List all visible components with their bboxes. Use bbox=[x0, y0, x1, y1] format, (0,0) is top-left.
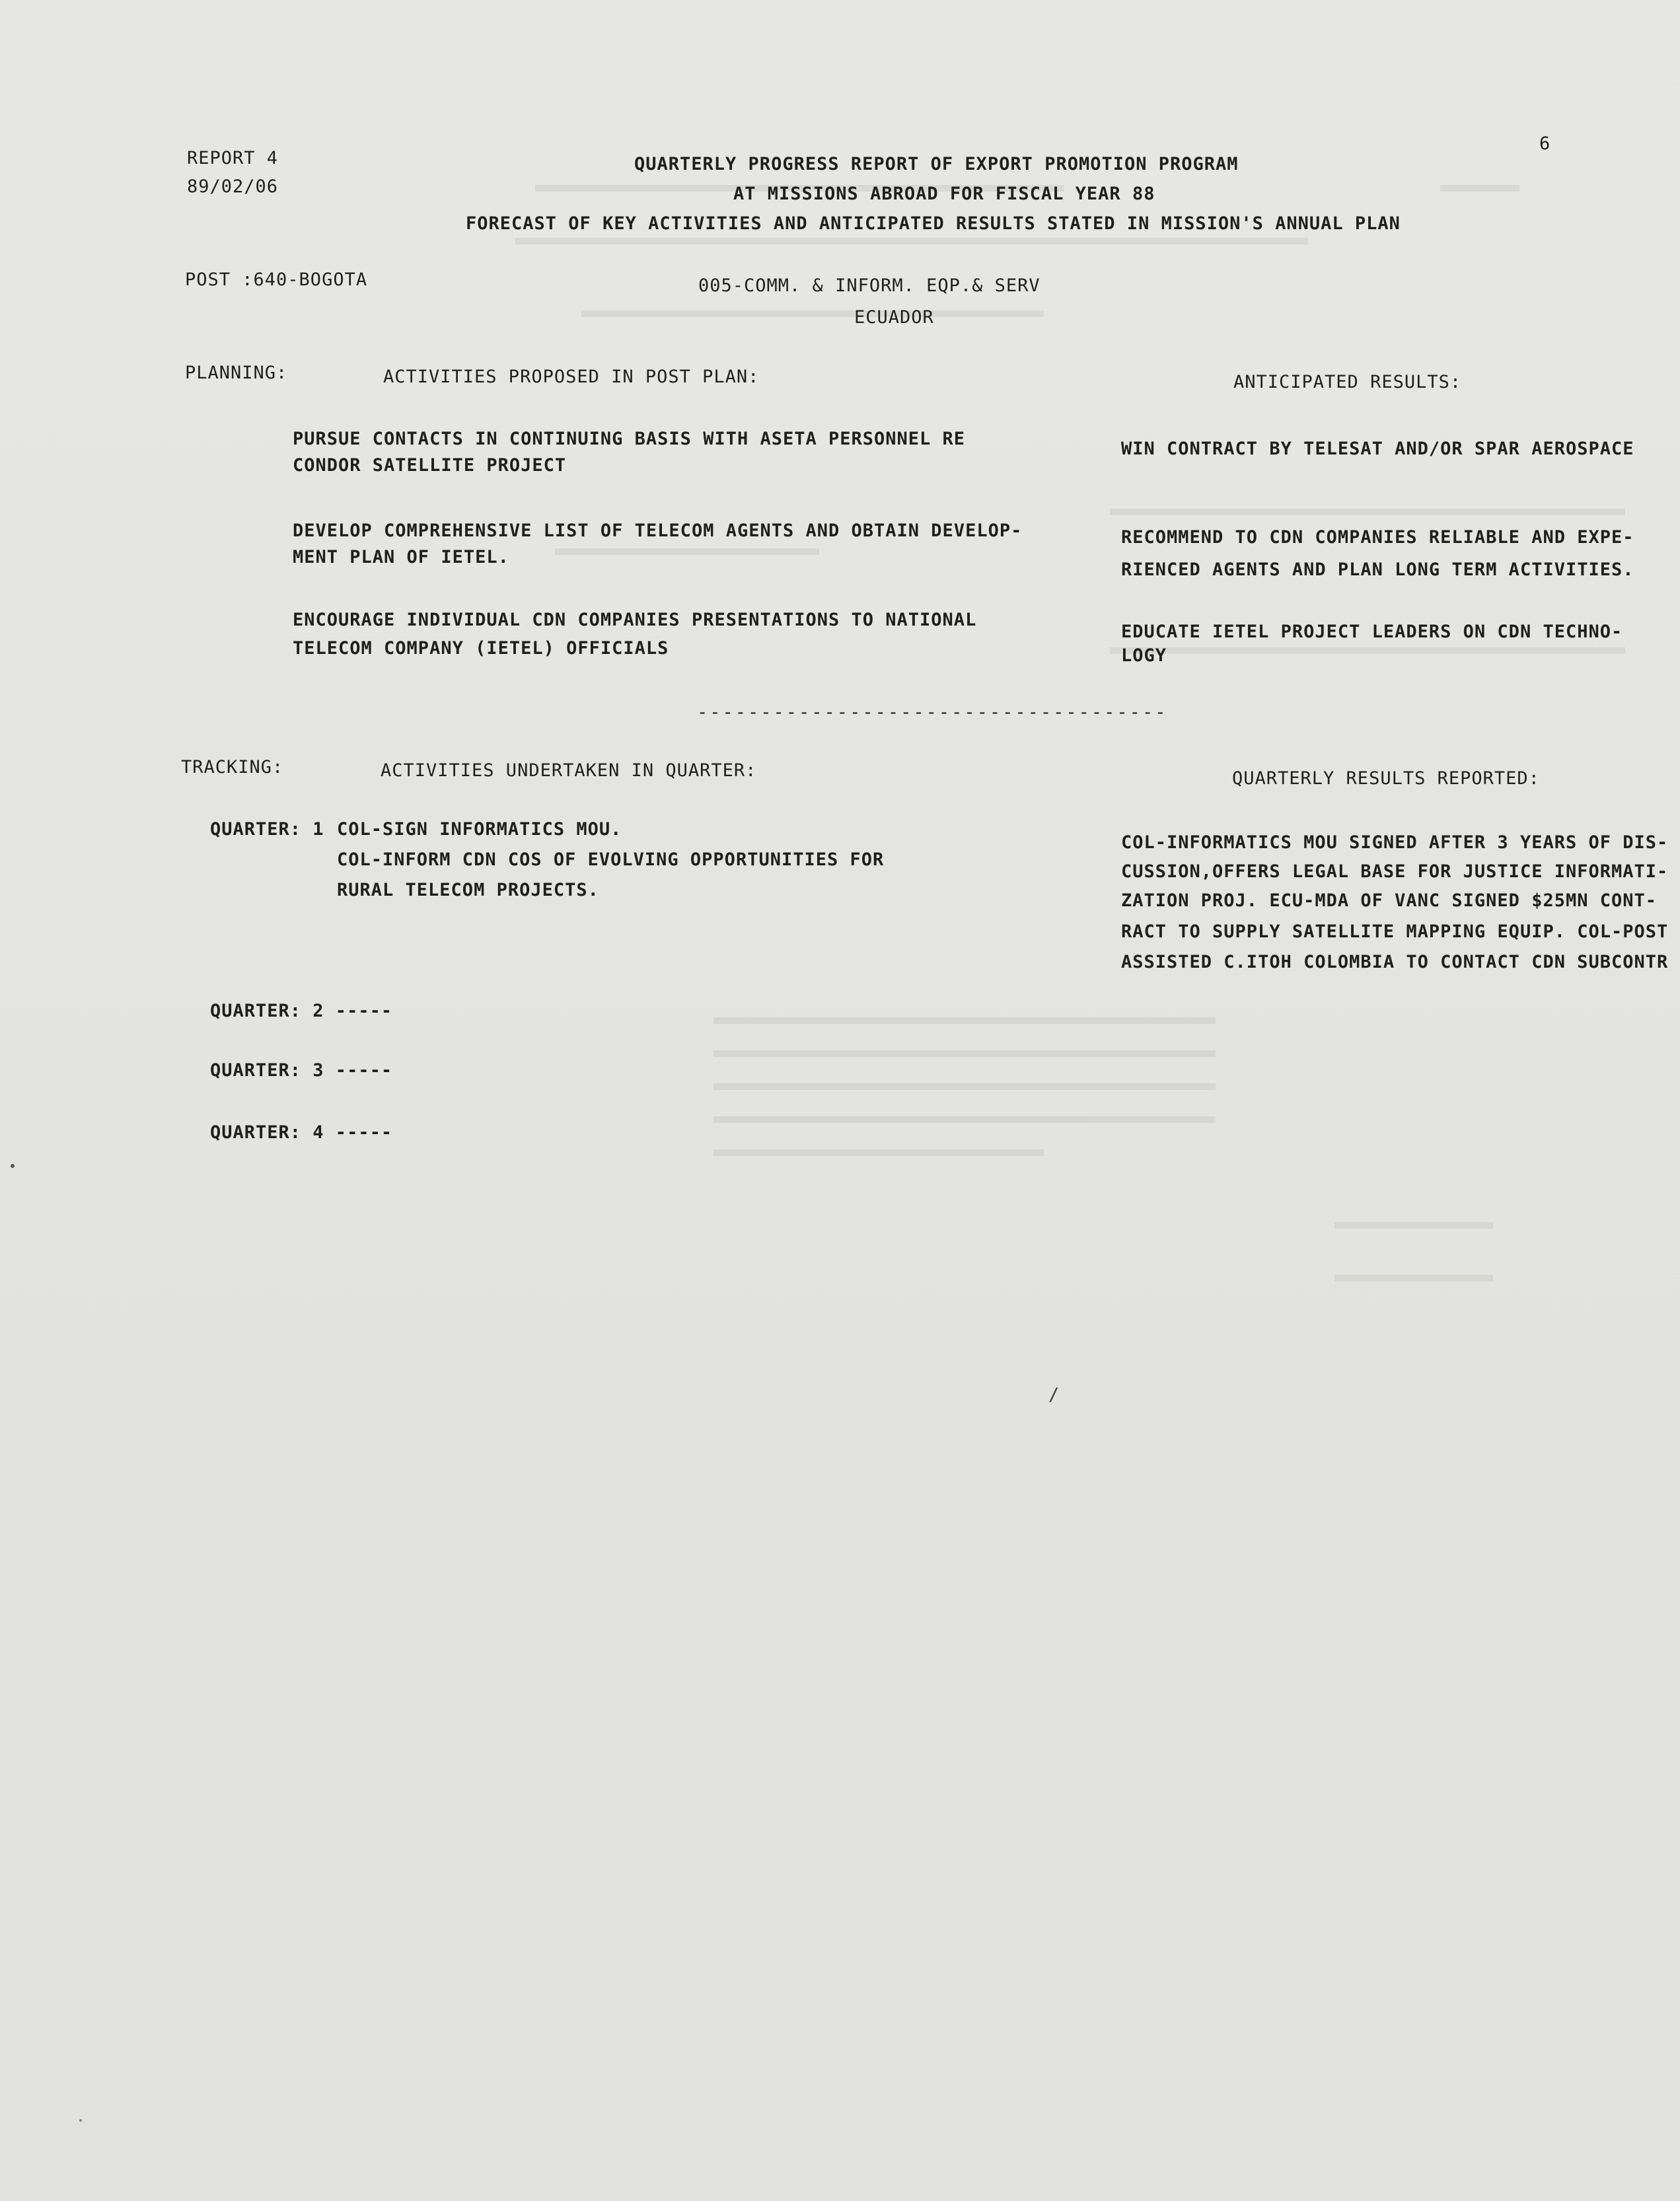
report-date: 89/02/06 bbox=[187, 176, 279, 197]
speck bbox=[79, 2119, 82, 2122]
page-number: 6 bbox=[1539, 133, 1551, 154]
tracking-results-heading: QUARTERLY RESULTS REPORTED: bbox=[1232, 768, 1540, 789]
planning-activity-3-line1: ENCOURAGE INDIVIDUAL CDN COMPANIES PRESENTATIONS TO NATIONAL bbox=[293, 610, 977, 630]
planning-activity-3-line2: TELECOM COMPANY (IETEL) OFFICIALS bbox=[293, 638, 669, 659]
sector-label: 005-COMM. & INFORM. EQP.& SERV bbox=[698, 275, 1041, 296]
quarter-1-result-line4: RACT TO SUPPLY SATELLITE MAPPING EQUIP. COL-POST bbox=[1121, 921, 1669, 942]
planning-activity-2-line1: DEVELOP COMPREHENSIVE LIST OF TELECOM AGENTS AND OBTAIN DEVELOP- bbox=[293, 521, 1023, 541]
quarter-1-activity-line3: RURAL TELECOM PROJECTS. bbox=[337, 880, 599, 900]
stray-mark: / bbox=[1048, 1385, 1060, 1405]
quarter-1-activity-line2: COL-INFORM CDN COS OF EVOLVING OPPORTUNITIES FOR bbox=[337, 849, 885, 870]
planning-result-2-line1: RECOMMEND TO CDN COMPANIES RELIABLE AND EXPE- bbox=[1121, 527, 1634, 548]
planning-result-1-line1: WIN CONTRACT BY TELESAT AND/OR SPAR AEROSPACE bbox=[1121, 439, 1634, 459]
planning-activity-1-line2: CONDOR SATELLITE PROJECT bbox=[293, 455, 567, 476]
quarter-1-result-line5: ASSISTED C.ITOH COLOMBIA TO CONTACT CDN SUBCONTR bbox=[1121, 952, 1669, 972]
planning-results-heading: ANTICIPATED RESULTS: bbox=[1233, 372, 1462, 392]
quarter-1-result-line2: CUSSION,OFFERS LEGAL BASE FOR JUSTICE INFORMATI- bbox=[1121, 861, 1669, 882]
planning-activities-heading: ACTIVITIES PROPOSED IN POST PLAN: bbox=[383, 367, 760, 387]
tracking-activities-heading: ACTIVITIES UNDERTAKEN IN QUARTER: bbox=[381, 760, 757, 781]
section-separator: ------------------------------------- bbox=[697, 702, 1168, 723]
report-title-line1: QUARTERLY PROGRESS REPORT OF EXPORT PROMOTION PROGRAM bbox=[634, 154, 1239, 174]
planning-label: PLANNING: bbox=[185, 363, 288, 383]
planning-activity-1-line1: PURSUE CONTACTS IN CONTINUING BASIS WITH ASETA PERSONNEL RE bbox=[293, 429, 966, 449]
post-label: POST :640-BOGOTA bbox=[185, 270, 368, 290]
quarter-1-label: QUARTER: 1 bbox=[210, 819, 324, 840]
tracking-label: TRACKING: bbox=[181, 757, 284, 777]
planning-result-3-line2: LOGY bbox=[1121, 645, 1167, 666]
report-title-line2: AT MISSIONS ABROAD FOR FISCAL YEAR 88 bbox=[733, 184, 1155, 204]
speck bbox=[11, 1164, 15, 1168]
bleed-through bbox=[515, 165, 1638, 1288]
planning-result-3-line1: EDUCATE IETEL PROJECT LEADERS ON CDN TECHNO- bbox=[1121, 622, 1623, 642]
planning-activity-2-line2: MENT PLAN OF IETEL. bbox=[293, 547, 509, 567]
quarter-4-label: QUARTER: 4 ----- bbox=[210, 1122, 393, 1143]
quarter-2-label: QUARTER: 2 ----- bbox=[210, 1001, 393, 1021]
country-label: ECUADOR bbox=[854, 307, 934, 328]
quarter-1-activity-line1: COL-SIGN INFORMATICS MOU. bbox=[337, 819, 622, 840]
planning-result-2-line2: RIENCED AGENTS AND PLAN LONG TERM ACTIVITIES. bbox=[1121, 559, 1634, 580]
report-title-line3: FORECAST OF KEY ACTIVITIES AND ANTICIPATED RESULTS STATED IN MISSION'S ANNUAL PLAN bbox=[466, 213, 1401, 234]
report-number: REPORT 4 bbox=[187, 148, 279, 168]
quarter-1-result-line3: ZATION PROJ. ECU-MDA OF VANC SIGNED $25MN CONT- bbox=[1121, 890, 1658, 911]
quarter-1-result-line1: COL-INFORMATICS MOU SIGNED AFTER 3 YEARS OF DIS- bbox=[1121, 832, 1669, 853]
quarter-3-label: QUARTER: 3 ----- bbox=[210, 1060, 393, 1081]
